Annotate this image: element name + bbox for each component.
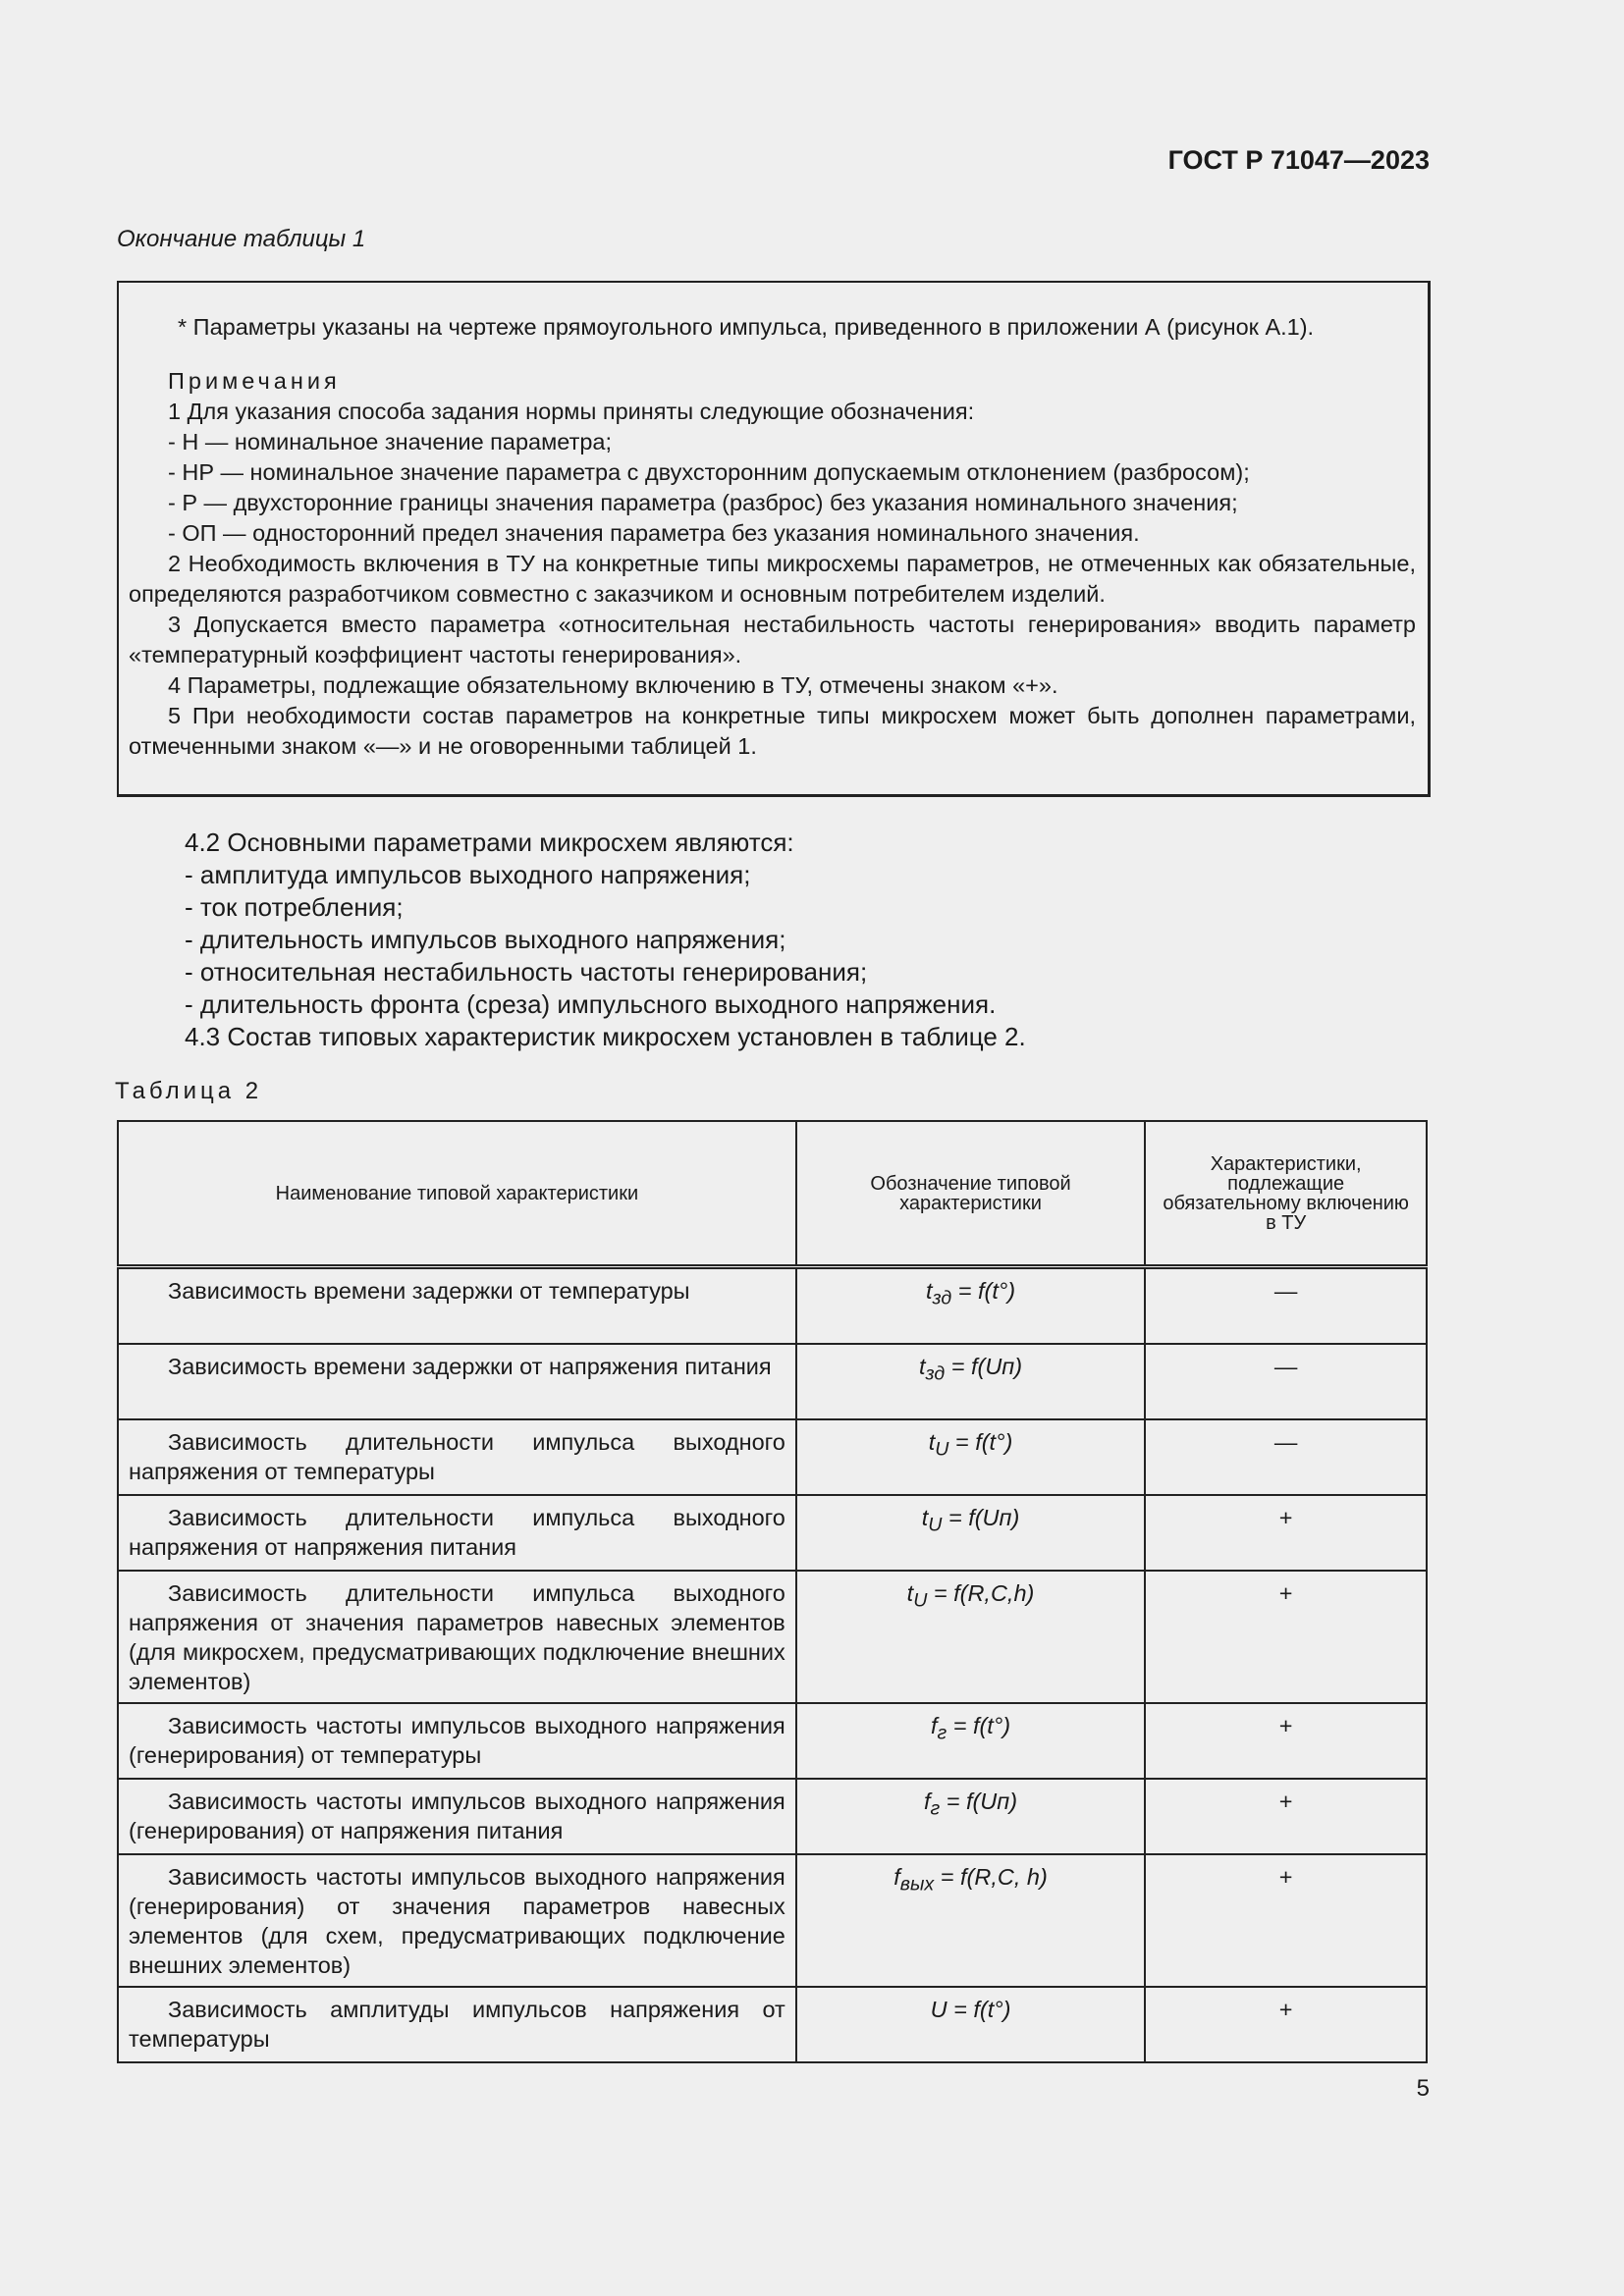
characteristic-name: Зависимость амплитуды импульсов напряжения от температуры xyxy=(118,1987,796,2062)
required-mark: + xyxy=(1145,1703,1427,1779)
table-row xyxy=(118,1779,1427,1854)
required-mark: + xyxy=(1145,1571,1427,1703)
note-paragraph: 3 Допускается вместо параметра «относительная нестабильность частоты генерирования» вводить параметр «температурный коэффициент частоты генерирования». xyxy=(129,612,1416,667)
notes-title: Примечания xyxy=(168,368,341,394)
characteristic-name: Зависимость времени задержки от температуры xyxy=(118,1267,796,1345)
document-code: ГОСТ Р 71047—2023 xyxy=(1167,145,1430,175)
characteristic-symbol: $f_г = f(Uп)$ xyxy=(796,1779,1145,1854)
characteristic-symbol: $t_{зд} = f(Uп)$ xyxy=(796,1344,1145,1419)
characteristic-symbol: $t_U = f(Uп)$ xyxy=(796,1495,1145,1571)
continuation-caption: Окончание таблицы 1 xyxy=(117,226,366,252)
required-mark: + xyxy=(1145,1987,1427,2062)
required-mark: — xyxy=(1145,1344,1427,1419)
table1-notes-box xyxy=(117,281,1431,797)
table-header-row xyxy=(118,1121,1427,1267)
required-mark: + xyxy=(1145,1854,1427,1987)
characteristic-symbol: $t_U = f(R,C,h)$ xyxy=(796,1571,1145,1703)
table-row xyxy=(118,1854,1427,1987)
list-item: - относительная нестабильность частоты генерирования; xyxy=(185,957,868,987)
list-item: - амплитуда импульсов выходного напряжения; xyxy=(185,860,751,889)
list-item: - длительность импульсов выходного напряжения; xyxy=(185,925,786,954)
note-line: - Р — двухсторонние границы значения параметра (разброс) без указания номинального значения; xyxy=(168,490,1238,515)
header-required: Характеристики, подлежащие обязательному включению в ТУ xyxy=(1145,1121,1427,1267)
header-symbol: Обозначение типовой характеристики xyxy=(796,1121,1145,1267)
table-row xyxy=(118,1267,1427,1345)
characteristic-name: Зависимость частоты импульсов выходного напряжения (генерирования) от значения параметров навесных элементов (для схем, предусматривающих подключение внешних элементов) xyxy=(118,1854,796,1987)
note-paragraph: 4 Параметры, подлежащие обязательному включению в ТУ, отмечены знаком «+». xyxy=(168,672,1058,698)
list-item: - длительность фронта (среза) импульсного выходного напряжения. xyxy=(185,989,997,1019)
table-row xyxy=(118,1703,1427,1779)
table-row xyxy=(118,1344,1427,1419)
table-row xyxy=(118,1571,1427,1703)
required-mark: — xyxy=(1145,1419,1427,1495)
paragraph-4-3: 4.3 Состав типовых характеристик микросхем установлен в таблице 2. xyxy=(185,1022,1026,1051)
characteristic-name: Зависимость длительности импульса выходного напряжения от температуры xyxy=(118,1419,796,1495)
note-paragraph: 2 Необходимость включения в ТУ на конкретные типы микросхемы параметров, не отмеченных как обязательные, определяются разработчиком совместно с заказчиком и основным потребителем изделий. xyxy=(129,551,1416,607)
characteristic-symbol: $f_г = f(t^\circ)$ xyxy=(796,1703,1145,1779)
footnote: * Параметры указаны на чертеже прямоугольного импульса, приведенного в приложении А (рисунок А.1). xyxy=(178,314,1315,340)
list-item: - ток потребления; xyxy=(185,892,404,922)
table-row xyxy=(118,1987,1427,2062)
characteristic-symbol: $t_U = f(t^\circ)$ xyxy=(796,1419,1145,1495)
note-line: - НР — номинальное значение параметра с двухсторонним допускаемым отклонением (разбросом); xyxy=(168,459,1250,485)
table-row xyxy=(118,1419,1427,1495)
characteristic-name: Зависимость времени задержки от напряжения питания xyxy=(118,1344,796,1419)
characteristic-symbol: $t_{зд} = f(t^\circ)$ xyxy=(796,1267,1145,1345)
note-paragraph: 5 При необходимости состав параметров на конкретные типы микросхем может быть дополнен параметрами, отмеченными знаком «—» и не оговоренными таблицей 1. xyxy=(129,703,1416,759)
characteristic-name: Зависимость длительности импульса выходного напряжения от значения параметров навесных элементов (для микросхем, предусматривающих подключение внешних элементов) xyxy=(118,1571,796,1703)
section-4-text xyxy=(185,827,1026,1053)
table-2 xyxy=(117,1120,1428,2063)
characteristic-name: Зависимость частоты импульсов выходного напряжения (генерирования) от напряжения питания xyxy=(118,1779,796,1854)
table-2-caption: Таблица 2 xyxy=(115,1078,263,1104)
note-line: 1 Для указания способа задания нормы приняты следующие обозначения: xyxy=(168,399,975,424)
note-line: - Н — номинальное значение параметра; xyxy=(168,429,612,454)
characteristic-name: Зависимость длительности импульса выходного напряжения от напряжения питания xyxy=(118,1495,796,1571)
header-name: Наименование типовой характеристики xyxy=(118,1121,796,1267)
table-row xyxy=(118,1495,1427,1571)
page-number: 5 xyxy=(1416,2075,1430,2102)
note-line: - ОП — односторонний предел значения параметра без указания номинального значения. xyxy=(168,520,1140,546)
required-mark: + xyxy=(1145,1495,1427,1571)
characteristic-name: Зависимость частоты импульсов выходного напряжения (генерирования) от температуры xyxy=(118,1703,796,1779)
characteristic-symbol: $f_{вых} = f(R,C$, h) xyxy=(796,1854,1145,1987)
required-mark: — xyxy=(1145,1267,1427,1345)
paragraph-4-2: 4.2 Основными параметрами микросхем являются: xyxy=(185,828,794,857)
required-mark: + xyxy=(1145,1779,1427,1854)
characteristic-symbol: U = f(t°) xyxy=(796,1987,1145,2062)
